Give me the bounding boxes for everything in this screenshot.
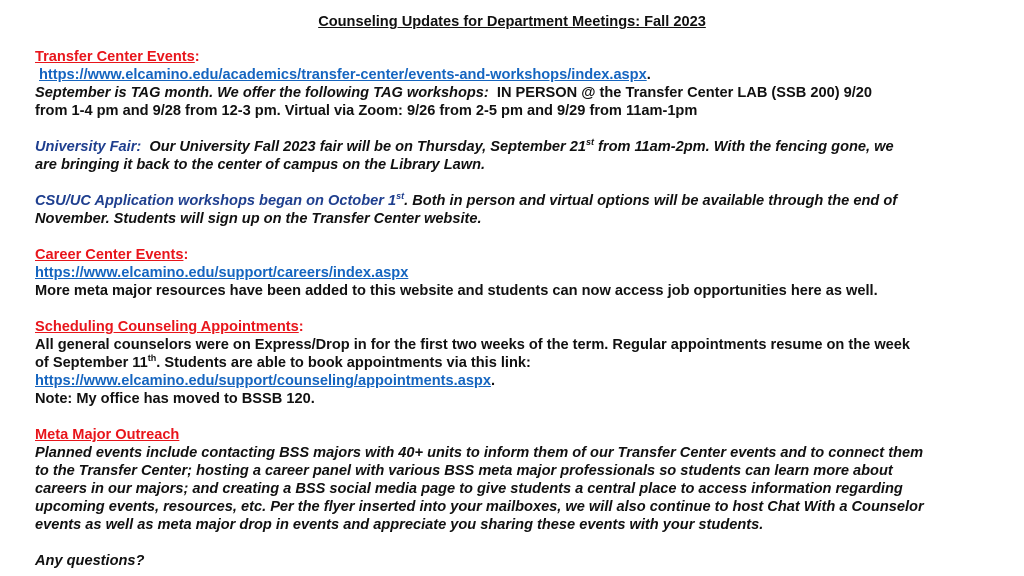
transfer-line1 bbox=[35, 84, 872, 102]
fair-sup: st bbox=[585, 137, 594, 148]
csu-sup: st bbox=[396, 191, 405, 202]
csu-text: . Both in person and virtual options will be available through the end of bbox=[404, 193, 898, 209]
transfer-heading: Transfer Center Events bbox=[35, 49, 195, 65]
page-title: Counseling Updates for Department Meetings: Fall 2023 bbox=[318, 14, 706, 30]
appointments-link[interactable]: https://www.elcamino.edu/support/counseling/appointments.aspx bbox=[35, 373, 491, 389]
career-heading: Career Center Events bbox=[35, 247, 184, 263]
fair-text-b: from 11am-2pm. With the fencing gone, we bbox=[593, 139, 894, 155]
transfer-link[interactable]: https://www.elcamino.edu/academics/transfer-center/events-and-workshops/index.aspx bbox=[39, 67, 647, 83]
meta-line: upcoming events, resources, etc. Per the flyer inserted into your mailboxes, we will also continue to host Chat With a Counselor bbox=[35, 499, 924, 515]
transfer-heading-line: Transfer Center Events: bbox=[35, 49, 200, 65]
scheduling-sup: th bbox=[147, 353, 157, 364]
tag-in-person: IN PERSON @ the Transfer Center LAB (SSB 200) 9/20 bbox=[496, 85, 873, 101]
meta-heading: Meta Major Outreach bbox=[35, 427, 180, 443]
scheduling-line2 bbox=[35, 354, 531, 372]
transfer-link-line: https://www.elcamino.edu/academics/transfer-center/events-and-workshops/index.aspx. bbox=[39, 67, 651, 83]
meta-line: to the Transfer Center; hosting a career panel with various BSS meta major professionals so students can learn more about bbox=[35, 463, 893, 479]
transfer-line2: from 1-4 pm and 9/28 from 12-3 pm. Virtual via Zoom: 9/26 from 2-5 pm and 9/29 from 11am-1pm bbox=[35, 103, 698, 119]
career-line1: More meta major resources have been added to this website and students can now access job opportunities here as well. bbox=[35, 283, 878, 299]
fair-line1 bbox=[35, 138, 894, 156]
fair-text: Our University Fall 2023 fair will be on Thursday, September 21 bbox=[149, 139, 586, 155]
career-link[interactable]: https://www.elcamino.edu/support/careers/index.aspx bbox=[35, 265, 409, 281]
scheduling-text-b: . Students are able to book appointments via this link: bbox=[156, 355, 531, 371]
career-heading-line: Career Center Events: bbox=[35, 247, 189, 263]
scheduling-heading: Scheduling Counseling Appointments bbox=[35, 319, 299, 335]
closing-question: Any questions? bbox=[35, 553, 145, 569]
csu-label: CSU/UC Application workshops began on October 1 bbox=[35, 193, 397, 209]
meta-line: careers in our majors; and creating a BSS social media page to give students a central place to access information regarding bbox=[35, 481, 903, 497]
meta-line: events as well as meta major drop in events and appreciate you sharing these events with your students. bbox=[35, 517, 764, 533]
scheduling-link-line: https://www.elcamino.edu/support/counseling/appointments.aspx. bbox=[35, 373, 496, 389]
scheduling-heading-line: Scheduling Counseling Appointments: bbox=[35, 319, 304, 335]
scheduling-text-a: of September 11 bbox=[35, 355, 148, 371]
fair-line2: are bringing it back to the center of campus on the Library Lawn. bbox=[35, 157, 486, 173]
tag-intro: September is TAG month. We offer the following TAG workshops: bbox=[35, 85, 489, 101]
csu-line1 bbox=[35, 192, 897, 210]
meta-line: Planned events include contacting BSS majors with 40+ units to inform them of our Transfer Center events and to connect them bbox=[35, 445, 924, 461]
office-note: Note: My office has moved to BSSB 120. bbox=[35, 391, 315, 407]
scheduling-line1: All general counselors were on Express/Drop in for the first two weeks of the term. Regular appointments resume on the week bbox=[35, 337, 911, 353]
fair-label: University Fair: bbox=[35, 139, 142, 155]
meta-heading-line bbox=[35, 426, 179, 444]
csu-line2: November. Students will sign up on the Transfer Center website. bbox=[35, 211, 482, 227]
career-link-line bbox=[35, 264, 408, 282]
